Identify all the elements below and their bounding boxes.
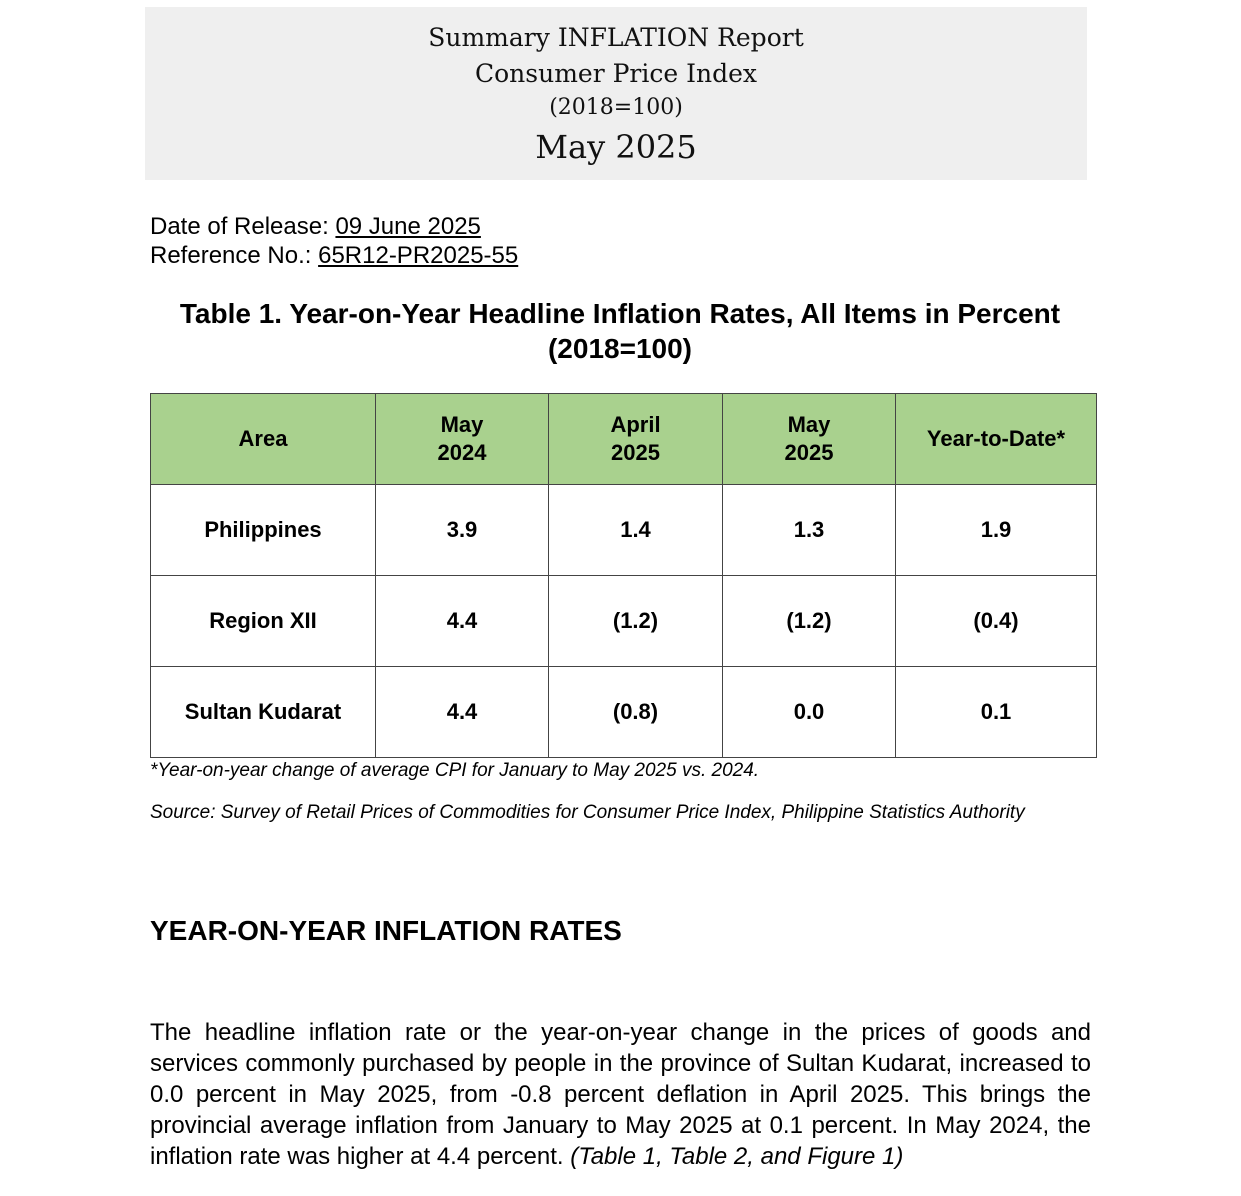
value-cell: 0.0 <box>723 667 896 758</box>
release-date-value: 09 June 2025 <box>335 213 481 240</box>
table-row <box>151 485 1097 576</box>
reference-number <box>150 242 518 270</box>
report-period: May 2025 <box>535 128 697 166</box>
inflation-table <box>150 393 1097 758</box>
value-cell: 3.9 <box>376 485 549 576</box>
table-footnote: *Year-on-year change of average CPI for January to May 2025 vs. 2024. <box>150 760 760 781</box>
release-date-label: Date of Release: <box>150 213 336 240</box>
area-cell: Philippines <box>151 485 376 576</box>
report-base-year: (2018=100) <box>549 95 683 120</box>
value-cell: 4.4 <box>376 667 549 758</box>
value-cell: (1.2) <box>549 576 723 667</box>
table-row <box>151 667 1097 758</box>
table-row <box>151 576 1097 667</box>
value-cell: 1.9 <box>896 485 1097 576</box>
reference-number-value: 65R12-PR2025-55 <box>318 242 519 269</box>
value-cell: (0.8) <box>549 667 723 758</box>
value-cell: 4.4 <box>376 576 549 667</box>
paragraph-reference: (Table 1, Table 2, and Figure 1) <box>570 1143 904 1170</box>
area-cell: Sultan Kudarat <box>151 667 376 758</box>
header-year-to-date: Year-to-Date* <box>896 394 1097 485</box>
report-header <box>145 7 1087 180</box>
report-title: Summary INFLATION Report <box>428 23 804 52</box>
section-paragraph <box>150 1017 1091 1172</box>
report-subtitle: Consumer Price Index <box>475 59 757 88</box>
header-may-2024: May 2024 <box>376 394 549 485</box>
table-source: Source: Survey of Retail Prices of Commodities for Consumer Price Index, Philippine Statistics Authority <box>150 802 1025 823</box>
table-header-row <box>151 394 1097 485</box>
table-title-line1: Table 1. Year-on-Year Headline Inflation Rates, All Items in Percent <box>179 298 1061 329</box>
value-cell: (1.2) <box>723 576 896 667</box>
value-cell: 1.4 <box>549 485 723 576</box>
release-date <box>150 213 481 241</box>
area-cell: Region XII <box>151 576 376 667</box>
header-may-2025: May 2025 <box>723 394 896 485</box>
table-title <box>150 296 1090 366</box>
paragraph-text: The headline inflation rate or the year-on-year change in the prices of goods and services commonly purchased by people in the province of Sultan Kudarat, increased to 0.0 percent in May 2025, from -0.8 percent deflation in April 2025. This brings the provincial average inflation from January to May 2025 at 0.1 percent. In May 2024, the inflation rate was higher at 4.4 percent. <box>150 1019 1091 1170</box>
value-cell: 1.3 <box>723 485 896 576</box>
value-cell: 0.1 <box>896 667 1097 758</box>
reference-number-label: Reference No.: <box>150 242 319 269</box>
table-title-line2: (2018=100) <box>547 333 692 364</box>
header-april-2025: April 2025 <box>549 394 723 485</box>
section-title: YEAR-ON-YEAR INFLATION RATES <box>150 915 622 946</box>
header-area: Area <box>151 394 376 485</box>
value-cell: (0.4) <box>896 576 1097 667</box>
